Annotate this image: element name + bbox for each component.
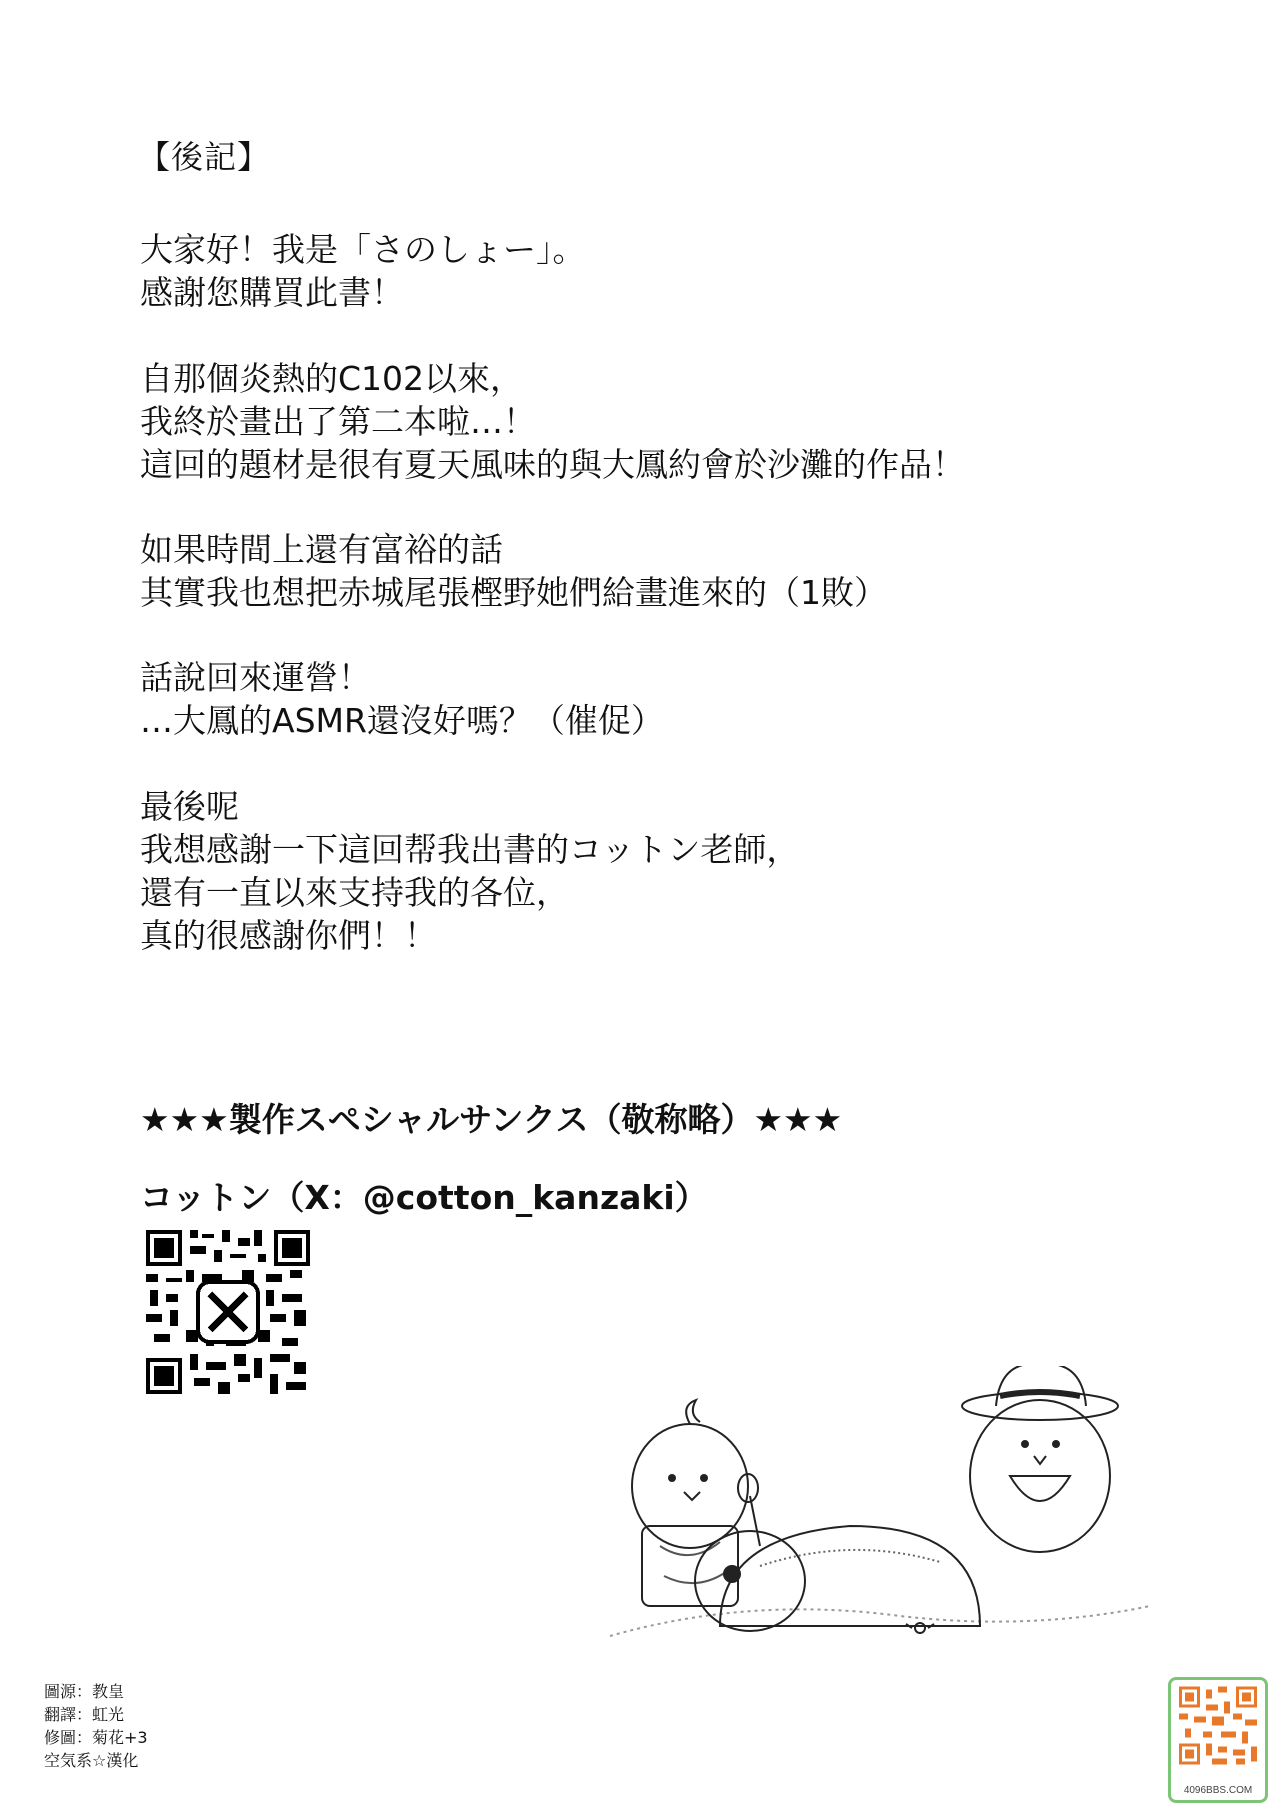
paragraph-line: 自那個炎熱的C102以來，: [140, 359, 524, 398]
credit-row: [44, 1749, 148, 1772]
paragraph-line: 還有一直以來支持我的各位，: [140, 873, 569, 912]
paragraph-line: 話說回來運營！: [140, 658, 371, 697]
chibi-beach-illustration: [600, 1366, 1160, 1646]
afterword-title: 【後記】: [138, 138, 271, 176]
credit-value: 菊花+3: [92, 1728, 148, 1747]
credit-row: [44, 1703, 148, 1726]
watermark-qr-icon: [1179, 1686, 1257, 1780]
credit-row: [44, 1726, 148, 1749]
credit-row: [44, 1680, 148, 1703]
credit-value: 教皇: [92, 1682, 125, 1701]
paragraph-asmr: [140, 656, 664, 742]
special-thanks-heading: ★★★製作スペシャルサンクス（敬称略）★★★: [140, 1100, 843, 1139]
paragraph-line: 我終於畫出了第二本啦…！: [140, 402, 536, 441]
special-thanks-name: コットン（X：@cotton_kanzaki）: [140, 1178, 708, 1217]
qr-code: [146, 1230, 310, 1394]
credit-label: 翻譯：: [44, 1705, 93, 1724]
paragraph-line: 我想感謝一下這回帮我出書的コットン老師，: [140, 830, 800, 869]
paragraph-line: 其實我也想把赤城尾張樫野她們給畫進來的（1敗）: [140, 573, 887, 612]
paragraph-line: 感謝您購買此書！: [140, 273, 404, 312]
paragraph-line: 如果時間上還有富裕的話: [140, 530, 503, 569]
paragraph-closing: [140, 785, 799, 957]
paragraph-greeting: [140, 228, 586, 314]
credit-value: 虹光: [92, 1705, 125, 1724]
paragraph-line: 最後呢: [140, 787, 239, 826]
credit-label: 修圖：: [44, 1728, 93, 1747]
paragraph-line: 這回的題材是很有夏天風味的與大鳳約會於沙灘的作品！: [140, 445, 965, 484]
paragraph-line: …大鳳的ASMR還沒好嗎？（催促）: [140, 701, 664, 740]
paragraph-time: [140, 528, 887, 614]
watermark-text: 4096BBS.COM: [1183, 1785, 1253, 1796]
paragraph-second-book: [140, 357, 965, 486]
credit-label: 圖源：: [44, 1682, 93, 1701]
credits-block: [44, 1680, 148, 1772]
paragraph-line: 大家好！我是「さのしょー」。: [140, 230, 586, 269]
credit-label: 空気系☆漢化: [44, 1751, 139, 1770]
paragraph-line: 真的很感謝你們！！: [140, 916, 437, 955]
watermark-badge[interactable]: [1168, 1677, 1268, 1803]
